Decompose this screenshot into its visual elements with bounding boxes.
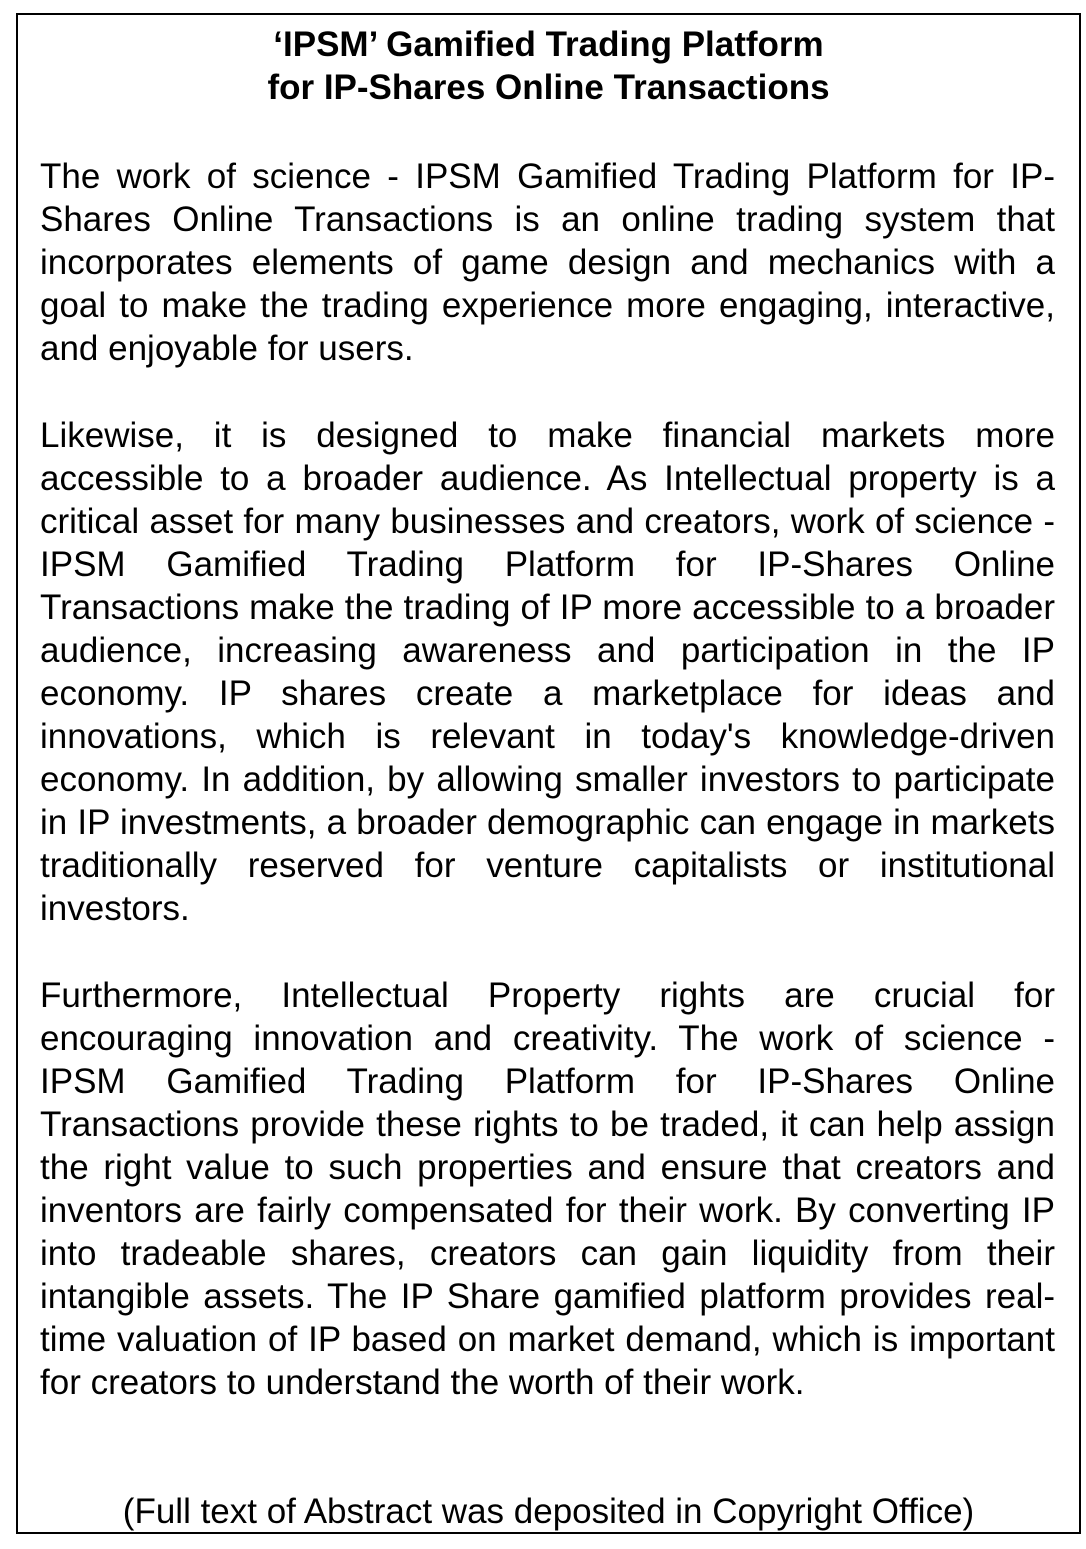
abstract-paragraph-1: The work of science - IPSM Gamified Trading Platform for IP-Shares Online Transactions is an online trading system that incorporates elements of game design and mechanics with a goal to make the trading experience more engaging, interactive, and enjoyable for users. [40,157,1055,368]
title-line-2: for IP-Shares Online Transactions [267,68,830,107]
title-line-1: ‘IPSM’ Gamified Trading Platform [273,25,824,64]
deposit-note: (Full text of Abstract was deposited in Copyright Office) [122,1492,975,1531]
document-title [16,23,1081,109]
abstract-paragraph-2: Likewise, it is designed to make financial markets more accessible to a broader audience. As Intellectual property is a critical asset for many businesses and creators, work of science - IPSM Gamified Trading Platform for IP-Shares Online Transactions make the trading of IP more accessible to a broader audience, increasing awareness and participation in the IP economy. IP shares create a marketplace for ideas and innovations, which is relevant in today's knowledge-driven economy. In addition, by allowing smaller investors to participate in IP investments, a broader demographic can engage in markets traditionally reserved for venture capitalists or institutional investors. [40,416,1055,928]
abstract-paragraph-3: Furthermore, Intellectual Property rights are crucial for encouraging innovation and creativity. The work of science - IPSM Gamified Trading Platform for IP-Shares Online Transactions provide these rights to be traded, it can help assign the right value to such properties and ensure that creators and inventors are fairly compensated for their work. By converting IP into tradeable shares, creators can gain liquidity from their intangible assets. The IP Share gamified platform provides real-time valuation of IP based on market demand, which is important for creators to understand the worth of their work. [40,976,1055,1402]
